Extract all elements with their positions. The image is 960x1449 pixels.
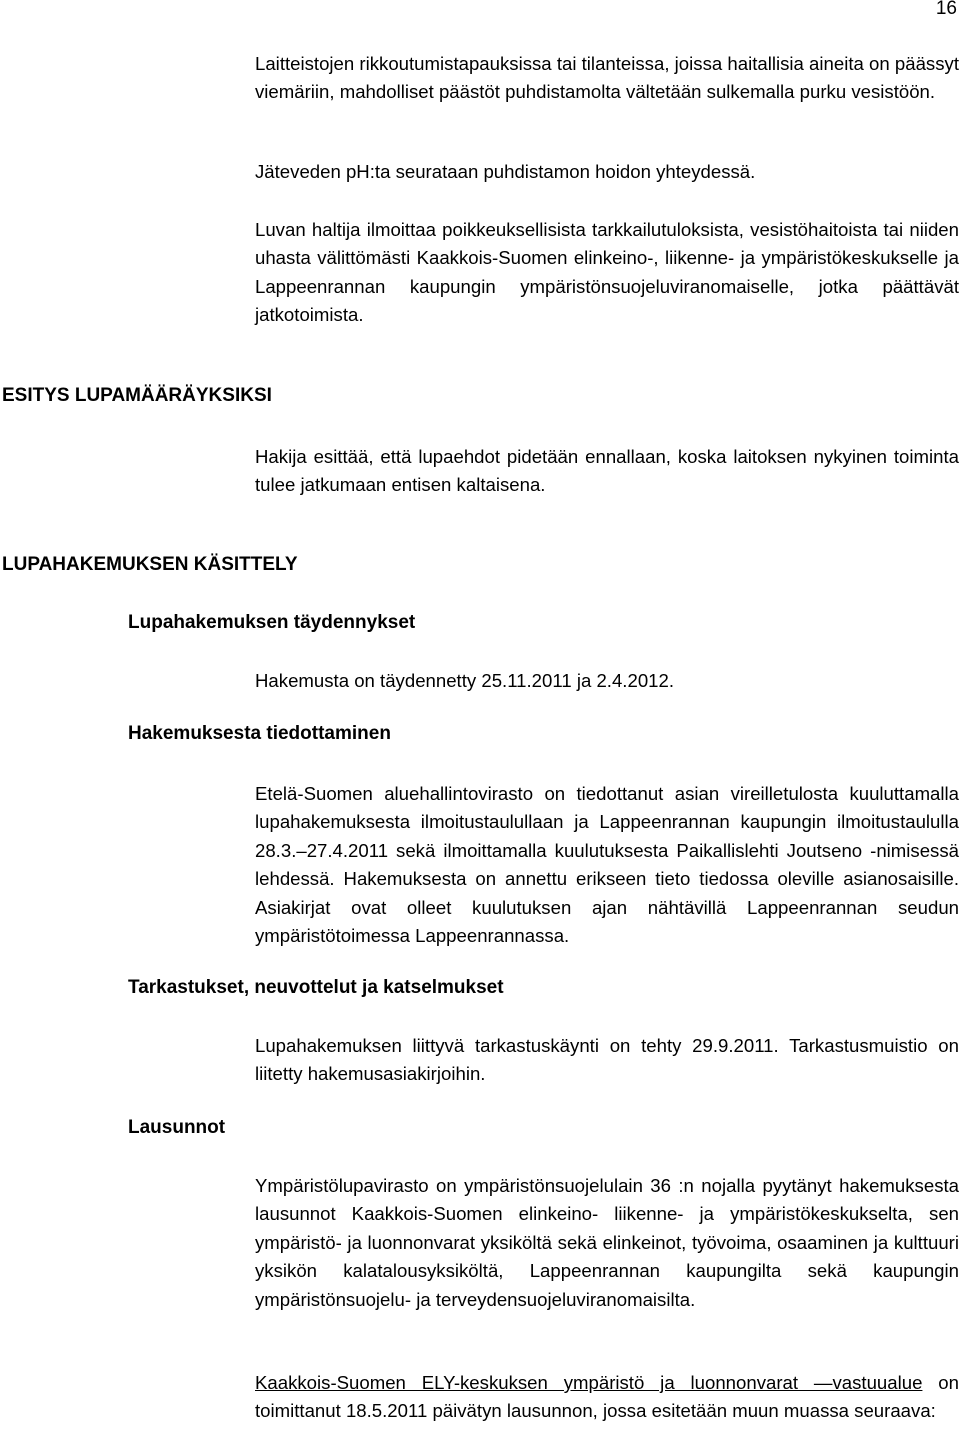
ely-statement-text: on toimittanut 18.5.2011 päivätyn lausunnon, jossa esitetään muun muassa seuraava: <box>255 1372 959 1422</box>
heading-tarkastukset: Tarkastukset, neuvottelut ja katselmukset <box>128 977 504 998</box>
paragraph-announcement: Etelä-Suomen aluehallintovirasto on tiedottanut asian vireilletulosta kuuluttamalla lupahakemuksesta ilmoitustaulullaan ja Lappeenrannan kaupungin ilmoitustaululla 28.3.–27.4.2011 sekä ilmoittamalla kuulutuksesta Paikallislehti Joutseno -nimisessä lehdessä. Hakemuksesta on annettu erikseen tieto tiedossa oleville asianosaisille. Asiakirjat ovat olleet kuulutuksen ajan nähtävillä Lappeenrannan seudun ympäristötoimessa Lappeenrannassa. <box>255 783 959 947</box>
paragraph-equipment-failure: Laitteistojen rikkoutumistapauksissa tai tilanteissa, joissa haitallisia aineita on päässyt viemäriin, mahdolliset päästöt puhdistamolta vältetään sulkemalla purku vesistöön. <box>255 53 959 103</box>
paragraph-proposal: Hakija esittää, että lupaehdot pidetään ennallaan, koska laitoksen nykyinen toiminta tulee jatkumaan entisen kaltaisena. <box>255 446 959 496</box>
paragraph-inspection: Lupahakemuksen liittyvä tarkastuskäynti on tehty 29.9.2011. Tarkastusmuistio on liitetty hakemusasiakirjoihin. <box>255 1035 959 1085</box>
ely-unit-name: Kaakkois-Suomen ELY-keskuksen ympäristö ja luonnonvarat —vastuualue <box>255 1372 923 1393</box>
heading-taydennykset: Lupahakemuksen täydennykset <box>128 612 416 633</box>
heading-kasittely: LUPAHAKEMUKSEN KÄSITTELY <box>2 554 298 575</box>
heading-esitys: ESITYS LUPAMÄÄRÄYKSIKSI <box>2 385 272 406</box>
paragraph-ph-monitoring: Jäteveden pH:ta seurataan puhdistamon hoidon yhteydessä. <box>255 161 756 182</box>
paragraph-supplements: Hakemusta on täydennetty 25.11.2011 ja 2.4.2012. <box>255 670 675 691</box>
paragraph-notification-duty: Luvan haltija ilmoittaa poikkeuksellisista tarkkailutuloksista, vesistöhaitoista tai niiden uhasta välittömästi Kaakkois-Suomen elinkeino-, liikenne- ja ympäristökeskukselle ja Lappeenrannan kaupungin ympäristönsuojeluviranomaiselle, jotka päättävät jatkotoimista. <box>255 219 959 326</box>
paragraph-statements-request: Ympäristölupavirasto on ympäristönsuojelulain 36 :n nojalla pyytänyt hakemuksesta lausunnot Kaakkois-Suomen elinkeino- liikenne- ja ympäristökeskukselta, sen ympäristö- ja luonnonvarat yksiköltä sekä elinkeinot, työvoima, osaaminen ja kulttuuri yksikön kalatalousyksiköltä, Lappeenrannan kaupungilta sekä kaupungin ympäristönsuojelu- ja terveydensuojeluviranomaisilta. <box>255 1175 959 1310</box>
heading-lausunnot: Lausunnot <box>128 1117 226 1138</box>
page-number: 16 <box>935 0 957 19</box>
heading-tiedottaminen: Hakemuksesta tiedottaminen <box>128 723 391 744</box>
paragraph-ely-statement <box>255 1369 959 1426</box>
